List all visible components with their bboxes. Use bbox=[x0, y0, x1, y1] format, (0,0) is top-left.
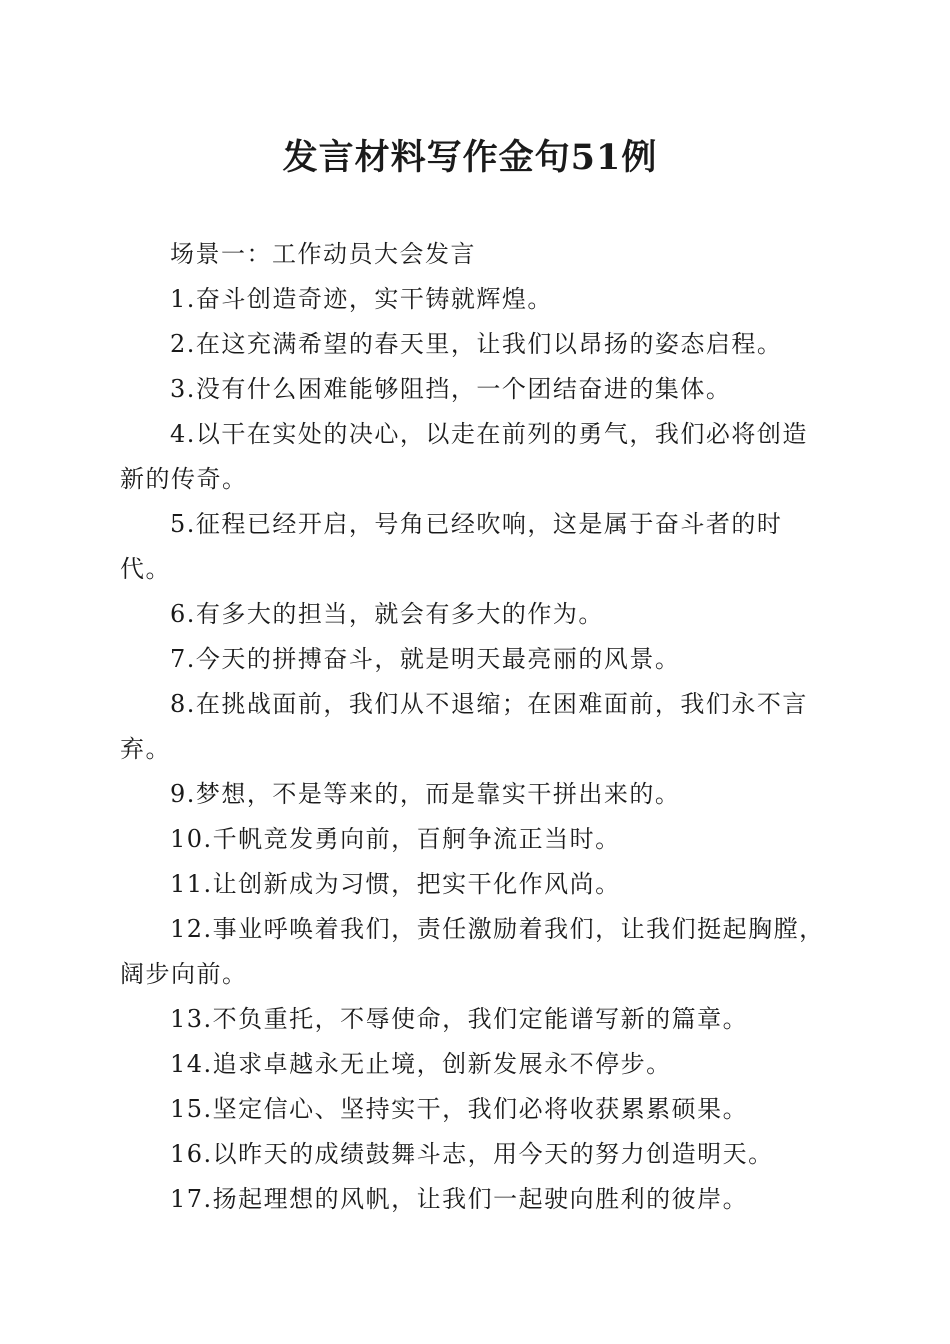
list-item: 12.事业呼唤着我们，责任激励着我们，让我们挺起胸膛，阔步向前。 bbox=[120, 915, 825, 988]
list-item: 17.扬起理想的风帆，让我们一起驶向胜利的彼岸。 bbox=[170, 1185, 749, 1213]
list-item: 10.千帆竞发勇向前，百舸争流正当时。 bbox=[170, 825, 621, 853]
list-item: 6.有多大的担当，就会有多大的作为。 bbox=[170, 600, 604, 628]
list-item: 2.在这充满希望的春天里，让我们以昂扬的姿态启程。 bbox=[170, 330, 783, 358]
list-item: 16.以昨天的成绩鼓舞斗志，用今天的努力创造明天。 bbox=[170, 1140, 774, 1168]
document-body bbox=[120, 232, 830, 1222]
list-item: 9.梦想，不是等来的，而是靠实干拼出来的。 bbox=[170, 780, 681, 808]
document-title: 发言材料写作金句51例 bbox=[282, 137, 658, 178]
list-item: 1.奋斗创造奇迹，实干铸就辉煌。 bbox=[170, 285, 553, 313]
list-item: 8.在挑战面前，我们从不退缩；在困难面前，我们永不言弃。 bbox=[120, 690, 808, 763]
list-item: 4.以干在实处的决心，以走在前列的勇气，我们必将创造新的传奇。 bbox=[120, 420, 808, 493]
list-item: 5.征程已经开启，号角已经吹响，这是属于奋斗者的时代。 bbox=[120, 510, 783, 583]
list-item: 7.今天的拼搏奋斗，就是明天最亮丽的风景。 bbox=[170, 645, 681, 673]
list-item: 14.追求卓越永无止境，创新发展永不停步。 bbox=[170, 1050, 672, 1078]
list-item: 15.坚定信心、坚持实干，我们必将收获累累硕果。 bbox=[170, 1095, 749, 1123]
list-item: 11.让创新成为习惯，把实干化作风尚。 bbox=[170, 870, 621, 898]
section-heading: 场景一：工作动员大会发言 bbox=[170, 240, 476, 268]
list-item: 3.没有什么困难能够阻挡，一个团结奋进的集体。 bbox=[170, 375, 732, 403]
list-item: 13.不负重托，不辱使命，我们定能谱写新的篇章。 bbox=[170, 1005, 749, 1033]
